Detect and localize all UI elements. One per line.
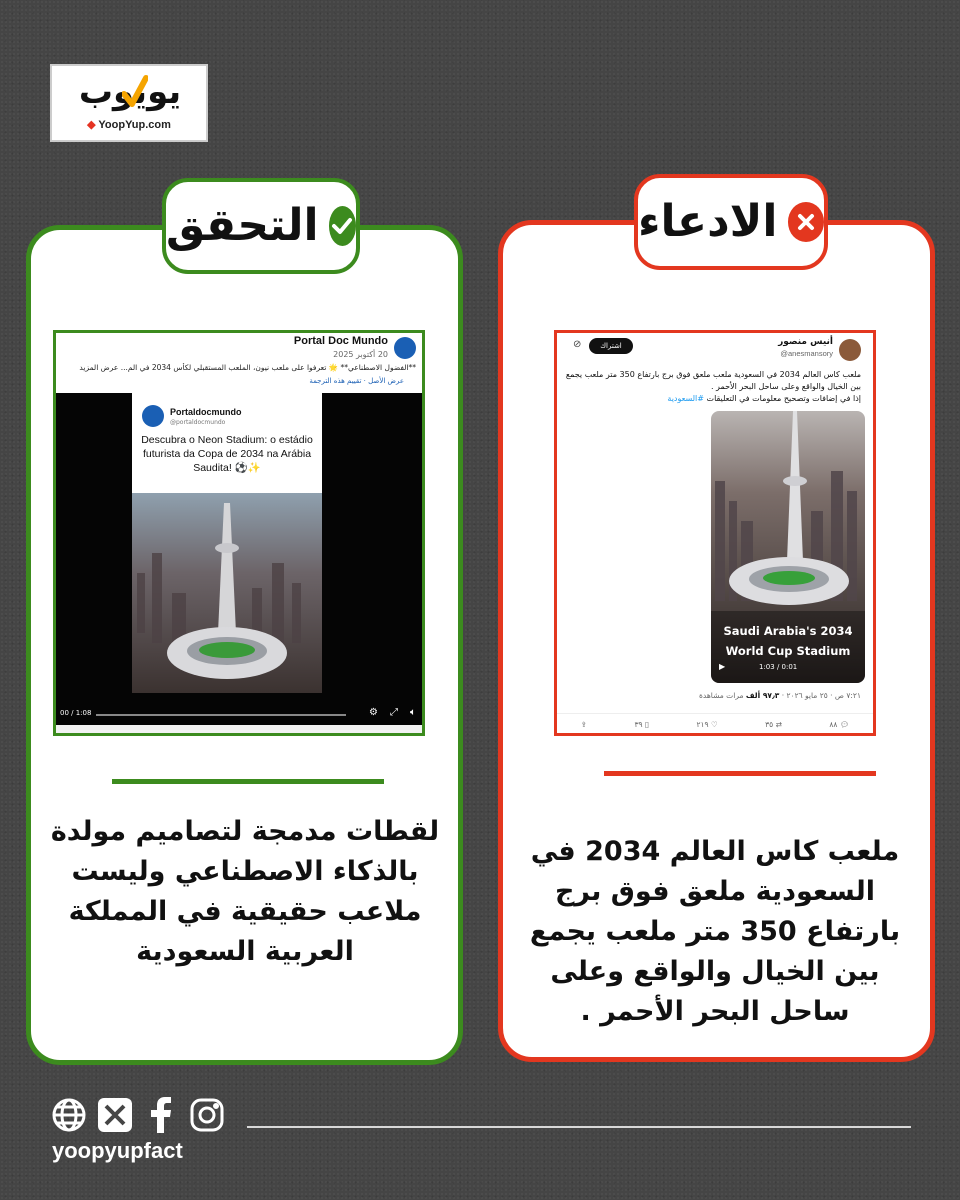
claim-heading: الادعاء [638, 196, 778, 247]
grok-icon[interactable]: ⊘ [573, 339, 582, 350]
post-text: **الفضول الاصطناعي** 🌟 تعرفوا على ملعب نيون، الملعب المستقبلي لكأس 2034 في الم... عرض المزيد [79, 363, 416, 372]
user-name: أنيس منصور [778, 337, 833, 347]
tweet-text: ملعب كاس العالم 2034 في السعودية ملعب ملعق فوق برج بارتفاع 350 متر ملعب يجمع بين الخيال والواقع وعلى ساحل البحر الأحمر . إذا في إضافات وتصحيح معلومات في التعليقات #السعودية [565, 370, 861, 403]
claim-heading-pill [634, 174, 828, 270]
instagram-icon[interactable] [188, 1096, 226, 1134]
x-icon[interactable] [96, 1096, 134, 1134]
claim-caption: ملعب كاس العالم 2034 في السعودية ملعق فوق برج بارتفاع 350 متر ملعب يجمع بين الخيال والواقع وعلى ساحل البحر الأحمر . [529, 836, 901, 1027]
footer-divider [247, 1126, 911, 1128]
claim-divider [604, 771, 876, 776]
subscribe-button[interactable]: اشتراك [589, 338, 633, 354]
cross-icon [788, 202, 825, 242]
video-caption: Saudi Arabia's 2034 World Cup Stadium [723, 624, 853, 658]
page-name: Portal Doc Mundo [293, 335, 388, 347]
retweet-button[interactable]: ⇄ ٣٥ [765, 719, 782, 729]
tweet-video[interactable] [711, 411, 865, 683]
user-avatar [839, 339, 861, 361]
page-avatar [394, 337, 416, 359]
post-date: 20 أكتوبر 2025 [333, 350, 388, 359]
translation-links[interactable]: عرض الأصل · تقييم هذه الترجمة [309, 377, 404, 385]
card-handle: @portaldocmundo [170, 419, 226, 426]
stadium-image [132, 493, 322, 693]
hashtag-link[interactable]: #السعودية [667, 394, 704, 403]
brand-logo [50, 64, 208, 142]
fb-post-header [56, 333, 422, 393]
tweet-actions [557, 713, 873, 734]
video-progress-bar[interactable] [96, 714, 346, 716]
logo-arabic-text: يويوب [78, 72, 182, 112]
settings-icon[interactable]: ⚙ [369, 707, 378, 718]
facebook-icon[interactable] [142, 1096, 180, 1134]
claim-screenshot [554, 330, 876, 736]
video-controls [56, 705, 422, 725]
video-frame-card [132, 393, 322, 693]
video-time: 00 / 1:08 [60, 709, 92, 717]
verify-caption: لقطات مدمجة لتصاميم مولدة بالذكاء الاصطناعي وليست ملاعب حقيقية في المملكة العربية السعودية [50, 816, 440, 967]
globe-icon[interactable] [50, 1096, 88, 1134]
logo-check-icon [122, 74, 148, 110]
share-icon[interactable]: ⇪ [580, 719, 588, 729]
tweet-meta: ٧:٢١ ص · ٢٥ مايو ٢٠٢٦ · ٩٧٫٣ ألف مرات مشاهدة [698, 691, 861, 700]
footer-handle: yoopyupfact [52, 1138, 183, 1163]
user-handle: @anesmansory [780, 349, 833, 358]
bookmark-button[interactable]: ▯ ٣٩ [634, 719, 650, 729]
social-icons [50, 1096, 226, 1134]
verify-screenshot [53, 330, 425, 736]
card-title: Descubra o Neon Stadium: o estádio futurista da Copa de 2034 na Arábia Saudita! ⚽✨ [141, 434, 313, 474]
logo-english-text: ◆ YoopYup.com [87, 119, 171, 131]
reply-button[interactable]: 💬︎ ٨٨ [829, 719, 850, 729]
verify-heading: التحقق [166, 200, 319, 251]
check-icon [329, 206, 356, 246]
fb-post-footer [56, 725, 422, 736]
verify-divider [112, 779, 384, 784]
verify-heading-pill [162, 178, 360, 274]
fullscreen-icon[interactable]: ⤢ [390, 707, 398, 718]
play-icon[interactable]: ▶ [719, 662, 726, 671]
card-avatar [142, 405, 164, 427]
video-player[interactable] [56, 393, 422, 725]
card-name: Portaldocmundo [170, 407, 242, 417]
video-time: 1:03 / 0:01 [759, 663, 798, 671]
volume-icon[interactable]: 🔈︎ [410, 707, 416, 718]
like-button[interactable]: ♡ ٢١٩ [696, 719, 718, 729]
